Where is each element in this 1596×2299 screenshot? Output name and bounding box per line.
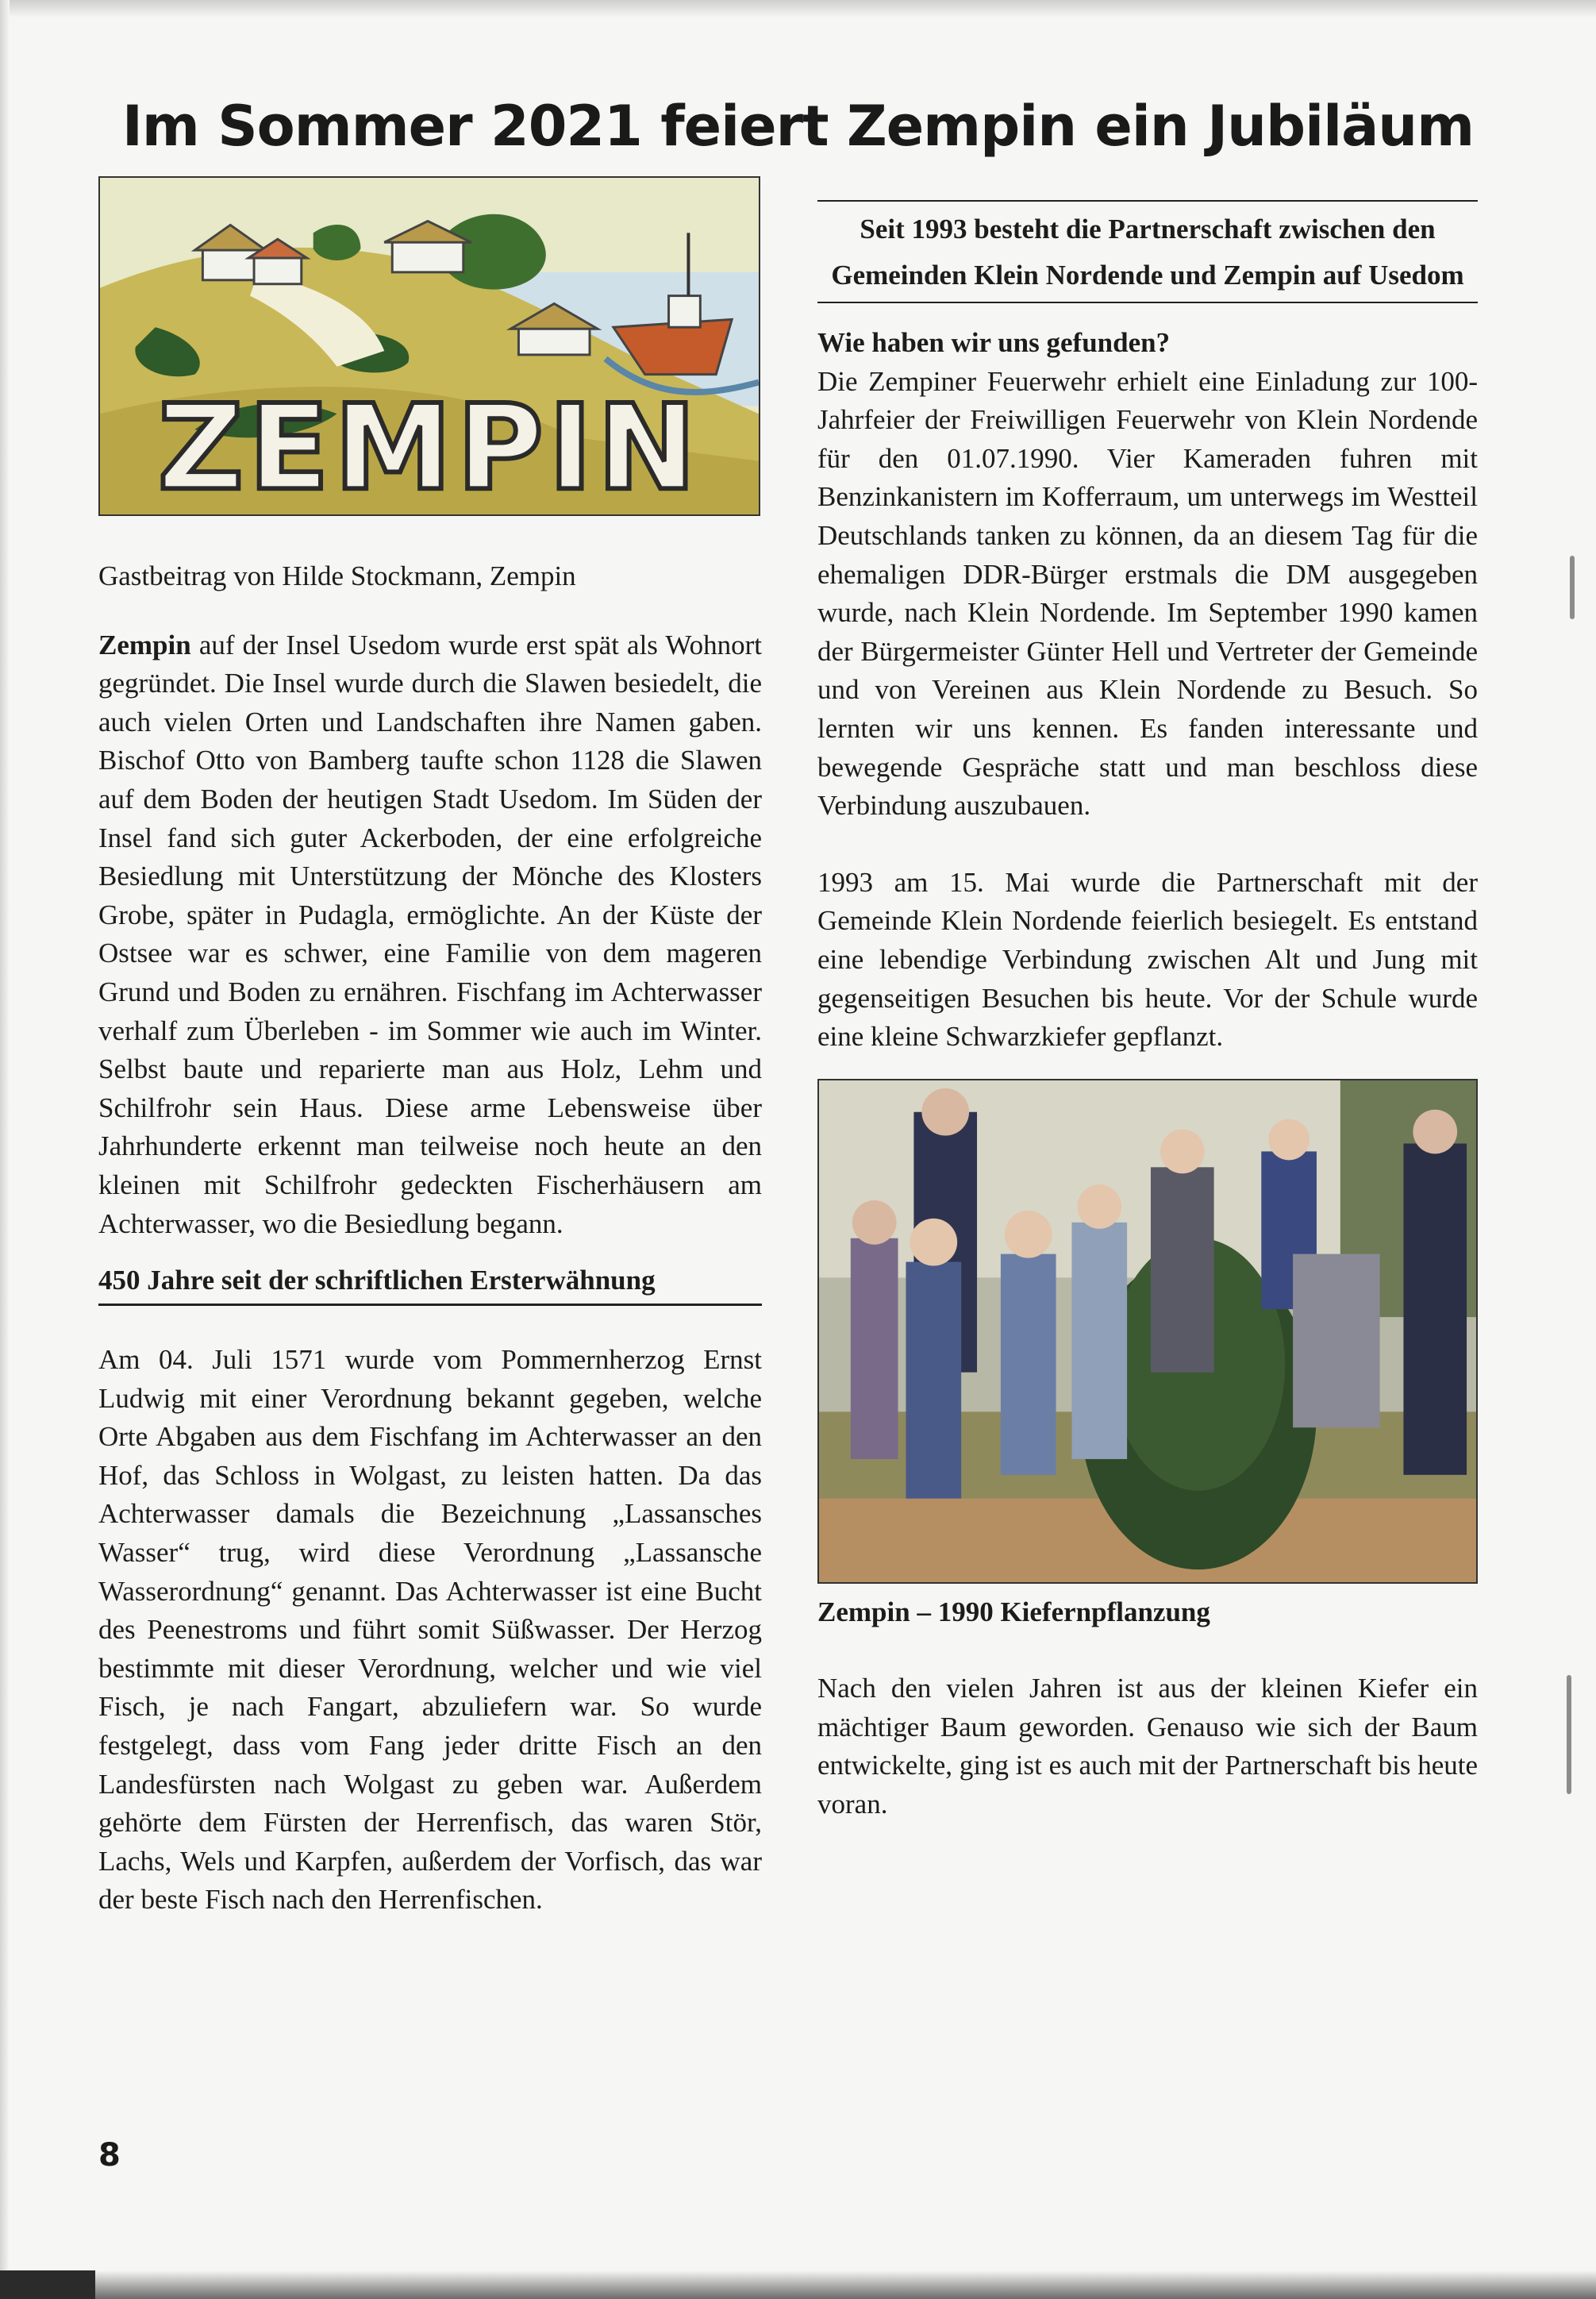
left-column <box>98 176 762 1920</box>
partnership-paragraph-2: 1993 am 15. Mai wurde die Partnerschaft mit der Gemeinde Klein Nordende feierlich besiegelt. Es entstand eine lebendige Verbindung zwischen Alt und Jung mit gegenseitigen Besuchen bis heute. Vor der Schule wurde eine kleine Schwarzkiefer gepflanzt. <box>817 866 1478 1053</box>
byline: Gastbeitrag von Hilde Stockmann, Zempin <box>98 560 576 591</box>
section-heading-anniversary: 450 Jahre seit der schriftlichen Ersterwähnung <box>98 1261 762 1306</box>
page-title: Im Sommer 2021 feiert Zempin ein Jubiläum <box>121 94 1475 159</box>
page-bottom-edge <box>0 2270 1596 2299</box>
closing-paragraph: Nach den vielen Jahren ist aus der kleinen Kiefer ein mächtiger Baum geworden. Genauso wie sich der Baum entwickelte, ging ist es auch mit der Partnerschaft bis heute voran. <box>817 1673 1478 1820</box>
right-column <box>817 200 1478 1824</box>
question-heading: Wie haben wir uns gefunden? <box>817 327 1171 358</box>
staple-mark-upper <box>1570 556 1575 619</box>
logo-text: ZEMPIN <box>157 379 702 514</box>
zempin-logo-art <box>100 178 759 514</box>
page-left-edge <box>0 0 10 2299</box>
scan-corner <box>0 2270 95 2299</box>
intro-paragraph <box>98 626 762 1244</box>
partnership-heading: Seit 1993 besteht die Partnerschaft zwischen den Gemeinden Klein Nordende und Zempin auf Usedom <box>817 200 1478 303</box>
zempin-logo-illustration <box>98 176 760 516</box>
page-top-edge <box>0 0 1596 17</box>
photo-caption: Zempin – 1990 Kiefernpflanzung <box>817 1596 1210 1627</box>
page-number: 8 <box>98 2137 121 2174</box>
staple-mark-lower <box>1567 1675 1571 1794</box>
partnership-paragraph-1: Die Zempiner Feuerwehr erhielt eine Einladung zur 100-Jahrfeier der Freiwilligen Feuerwehr von Klein Nordende für den 01.07.1990. Vier Kameraden fuhren mit Benzinkanistern im Kofferraum, um unterwegs im Westteil Deutschlands tanken zu können, da an diesem Tag für die ehemaligen DDR-Bürger erstmals die DM ausgegeben wurde, nach Klein Nordende. Im September 1990 kamen der Bürgermeister Günter Hell und Vertreter der Gemeinde und von Vereinen aus Klein Nordende zu Besuch. So lernten wir uns kennen. Es fanden interessante und bewegende Gespräche statt und man beschloss diese Verbindung auszubauen. <box>817 365 1478 822</box>
photo-art <box>819 1080 1476 1582</box>
intro-text: auf der Insel Usedom wurde erst spät als Wohnort gegründet. Die Insel wurde durch die Slawen besiedelt, die auch vielen Orten und Landschaften ihre Namen gaben. Bischof Otto von Bamberg taufte schon 1128 die Slawen auf dem Boden der heutigen Stadt Usedom. Im Süden der Insel fand sich guter Ackerboden, der eine erfolgreiche Besiedlung mit Unterstützung der Mönche des Klosters Grobe, später in Pudagla, ermöglichte. An der Küste der Ostsee war es schwer, eine Familie von dem mageren Grund und Boden zu ernähren. Fischfang im Achterwasser verhalf zum Überleben - im Sommer wie auch im Winter. Selbst baute und reparierte man aus Holz, Lehm und Schilfrohr sein Haus. Diese arme Lebensweise über Jahrhunderte erkennt man teilweise noch heute an den kleinen mit Schilfrohr gedeckten Fischerhäusern am Achterwasser, wo die Besiedlung begann. <box>98 629 762 1239</box>
anniversary-paragraph: Am 04. Juli 1571 wurde vom Pommernherzog Ernst Ludwig mit einer Verordnung bekannt gegeben, welche Orte Abgaben aus dem Fischfang im Achterwasser an den Hof, das Schloss in Wolgast, zu leisten hatten. Da das Achterwasser damals die Bezeichnung „Lassansches Wasser“ trug, wird diese Verordnung „Lassansche Wasserordnung“ genannt. Das Achterwasser ist eine Bucht des Peenestroms und führt somit Süßwasser. Der Herzog bestimmte mit dieser Verordnung, welcher und wie viel Fisch, je nach Fangart, abzuliefern war. So wurde festgelegt, dass vom Fang jeder dritte Fisch an den Landesfürsten nach Wolgast zu geben war. Außerdem gehörte dem Fürsten der Herrenfisch, das waren Stör, Lachs, Wels und Karpfen, außerdem der Vorfisch, das war der beste Fisch nach den Herrenfischen. <box>98 1344 762 1916</box>
tree-planting-photo <box>817 1079 1478 1584</box>
intro-bold-word: Zempin <box>98 629 191 660</box>
